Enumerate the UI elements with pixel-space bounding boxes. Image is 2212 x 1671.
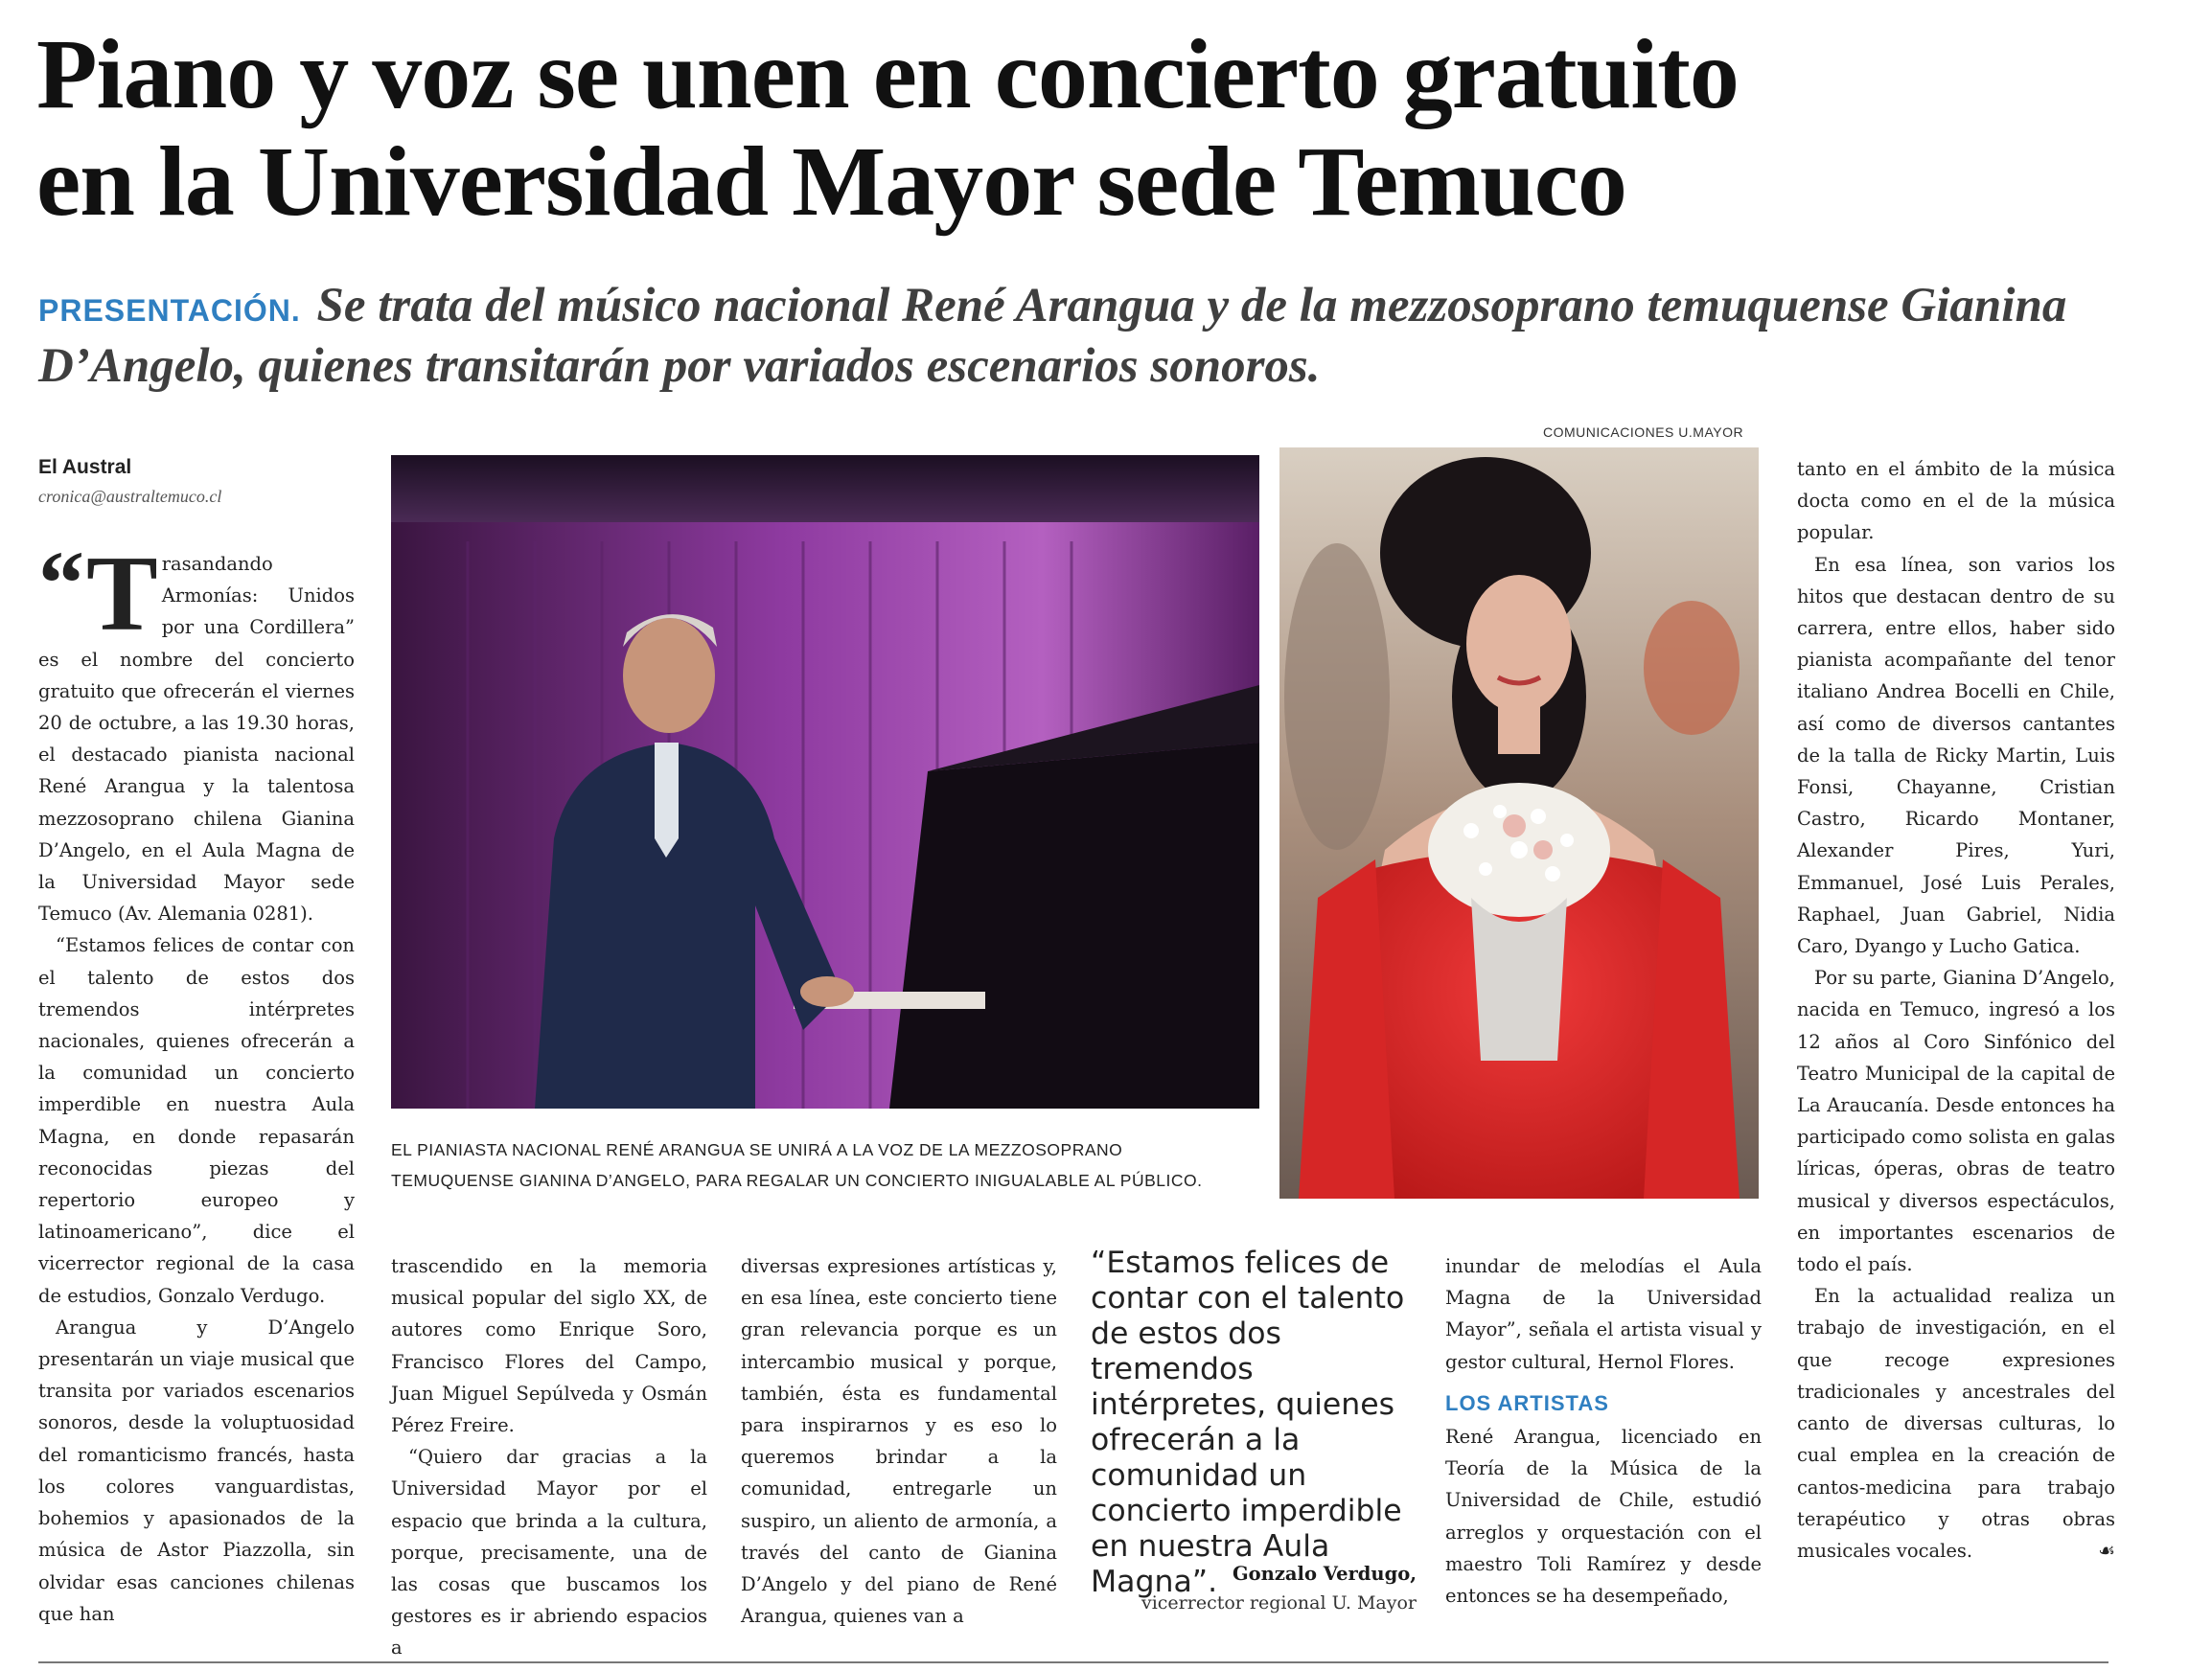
col1-paragraph-3: Arangua y D’Angelo presentarán un viaje musical que transita por variados escenarios sonoros, desde la voluptuosidad del romanticismo francés, hasta los colores vanguardistas, bohemios y apasionados de la música de Astor Piazzolla, sin olvidar esas canciones chilenas que han: [38, 1316, 355, 1625]
pull-quote: “Estamos felices de contar con el talento de estos dos tremendos intérpretes, quienes ofrecerán a la comunidad un concierto imperdible en nuestra Aula Magna”.: [1091, 1246, 1405, 1599]
col6-paragraph-2: En esa línea, son varios los hitos que destacan dentro de su carrera, entre ellos, haber sido pianista acompañante del tenor italiano Andrea Bocelli en Chile, así como de diversos cantantes de la talla de Ricky Martin, Luis Fonsi, Chayanne, Cristian Castro, Ricardo Montaner, Alexander Pires, Yuri, Emmanuel, José Luis Perales, Raphael, Juan Gabriel, Nidia Caro, Dyango y Lucho Gatica.: [1797, 553, 2115, 958]
col2-paragraph-1: trascendido en la memoria musical popular del siglo XX, de autores como Enrique Soro, Francisco Flores del Campo, Juan Miguel Sepúlveda y Osmán Pérez Freire.: [391, 1255, 707, 1437]
bottom-rule: [38, 1661, 2108, 1663]
col3-paragraph-1: diversas expresiones artísticas y, en esa línea, este concierto tiene gran relevancia porque es un intercambio musical y porque, también, ésta es fundamental para inspirarnos y es eso lo queremos brindar a la comunidad, entregarle un suspiro, un aliento de armonía, a través del canto de Gianina D’Angelo y del piano de René Arangua, quienes van a: [741, 1255, 1057, 1628]
end-mark-icon: ☙: [2098, 1538, 2115, 1562]
column-2: [391, 1250, 707, 1664]
opening-quote-mark: “: [38, 532, 84, 634]
photo-credit: COMUNICACIONES U.MAYOR: [1543, 424, 1744, 440]
headline-line-1: Piano y voz se unen en concierto gratuito: [36, 19, 1739, 129]
photo-caption: EL PIANIASTA NACIONAL RENÉ ARANGUA SE UNIRÁ A LA VOZ DE LA MEZZOSOPRANO TEMUQUENSE GIANINA D’ANGELO, PARA REGALAR UN CONCIERTO INIGUALABLE AL PÚBLICO.: [391, 1140, 1203, 1190]
pull-quote-attribution: [1091, 1560, 1417, 1617]
section-subhead: LOS ARTISTAS: [1445, 1390, 1609, 1415]
col6-paragraph-4-text: En la actualidad realiza un trabajo de investigación, en el que recoge expresiones tradicionales y ancestrales del canto de diversas culturas, lo cual emplea en la creación de cantos-medicina para trabajo terapéutico y otras obras musicales vocales.: [1797, 1285, 2115, 1562]
col1-paragraph-2: “Estamos felices de contar con el talento de estos dos tremendos intérpretes nacionales, quienes ofrecerán a la comunidad un concierto imperdible en nuestra Aula Magna, en donde repasarán reconocidas piezas del repertorio europeo y latinoamericano”, dice el vicerrector regional de la casa de estudios, Gonzalo Verdugo.: [38, 934, 355, 1307]
headline: [36, 21, 2174, 236]
col2-paragraph-2: “Quiero dar gracias a la Universidad Mayor por el espacio que brinda a la cultura, porque, precisamente, una de las cosas que buscamos los gestores es ir abriendo espacios a: [391, 1446, 707, 1660]
mezzosoprano-photo: [1279, 447, 1759, 1199]
col5-paragraph-2: René Arangua, licenciado en Teoría de la Música de la Universidad de Chile, estudió arreglos y orquestación con el maestro Toli Ramírez y desde entonces se ha desempeñado,: [1445, 1426, 1762, 1608]
pull-quote-role: vicerrector regional U. Mayor: [1141, 1592, 1417, 1614]
deck: [38, 278, 2147, 394]
col6-paragraph-1: tanto en el ámbito de la música docta como en el de la música popular.: [1797, 458, 2115, 544]
deck-text: Se trata del músico nacional René Arangua y de la mezzosoprano temuquense Gianina D’Angelo, quienes transitarán por variados escenarios sonoros.: [38, 279, 2067, 393]
col6-paragraph-3: Por su parte, Gianina D’Angelo, nacida en Temuco, ingresó a los 12 años al Coro Sinfónico del Teatro Municipal de la capital de La Araucanía. Desde entonces ha participado como solista en galas líricas, óperas, obras de teatro musical y diversos espectáculos, en importantes escenarios de todo el país.: [1797, 967, 2115, 1276]
pianist-photo: [391, 455, 1259, 1109]
byline-source: El Austral: [38, 456, 132, 478]
col6-paragraph-4: [1797, 1280, 2115, 1567]
byline: [38, 456, 364, 507]
column-1: [38, 532, 355, 1630]
column-5: [1445, 1250, 1762, 1612]
pull-quote-name: Gonzalo Verdugo,: [1232, 1563, 1417, 1585]
headline-line-2: en la Universidad Mayor sede Temuco: [36, 126, 1626, 237]
col5-paragraph-1: inundar de melodías el Aula Magna de la Universidad Mayor”, señala el artista visual y gestor cultural, Hernol Flores.: [1445, 1255, 1762, 1373]
lead-paragraph: [38, 532, 355, 929]
deck-kicker: PRESENTACIÓN.: [38, 293, 301, 328]
byline-email: cronica@australtemuco.cl: [38, 487, 222, 506]
column-6: [1797, 453, 2115, 1567]
col1-paragraph-1: rasandando Armonías: Unidos por una Cordillera” es el nombre del concierto gratuito que ofrecerán el viernes 20 de octubre, a las 19.30 horas, el destacado pianista nacional René Arangua y la talentosa mezzosoprano chilena Gianina D’Angelo, en el Aula Magna de la Universidad Mayor sede Temuco (Av. Alemania 0281).: [38, 553, 355, 926]
drop-cap: T: [86, 535, 158, 653]
column-3: [741, 1250, 1057, 1632]
